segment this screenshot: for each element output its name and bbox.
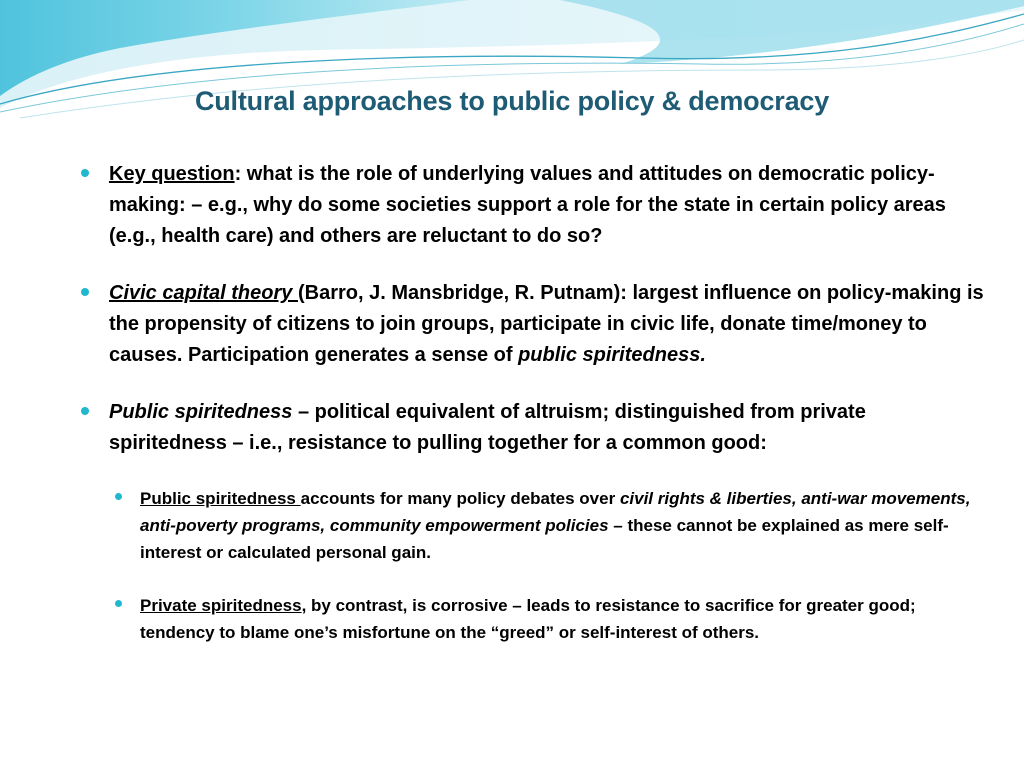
bullet-key-question (109, 159, 989, 252)
bullet-public-spiritedness (109, 397, 989, 459)
bullet-label: Civic capital theory (109, 282, 298, 304)
bullet-dot-icon (115, 600, 122, 607)
bullet-text: accounts for many policy debates over (300, 489, 620, 508)
bullet-emphasis: public spiritedness. (518, 344, 706, 366)
bullet-dot-icon (81, 169, 89, 177)
subbullet-public-spiritedness (140, 485, 990, 566)
bullet-label: Public spiritedness (109, 401, 293, 423)
bullet-label: Public spiritedness (140, 489, 301, 508)
bullet-label: Key question (109, 163, 235, 185)
slide-title: Cultural approaches to public policy & democracy (194, 86, 830, 116)
bullet-dot-icon (81, 407, 89, 415)
bullet-text: : what is the role of underlying values and attitudes on democratic policy-making: – e.g., why do some societies support a role for the state in certain policy areas (e.g., health care) and others are reluctant to do so? (109, 163, 946, 247)
subbullet-private-spiritedness (140, 592, 990, 646)
bullet-tail: – these cannot be explained as mere self-interest or calculated personal gain. (140, 516, 949, 562)
bullet-dot-icon (115, 493, 122, 500)
bullet-text: , by contrast, is corrosive – leads to resistance to sacrifice for greater good; tendency to blame one’s misfortune on the “greed” or self-interest of others. (140, 596, 916, 642)
bullet-emphasis: civil rights & liberties, anti-war movements, anti-poverty programs, community empowerment policies (140, 489, 971, 535)
bullet-label: Private spiritedness (140, 596, 302, 615)
bullet-dot-icon (81, 288, 89, 296)
bullet-text: (Barro, J. Mansbridge, R. Putnam): largest influence on policy-making is the propensity of citizens to join groups, participate in civic life, donate time/money to causes. Participation generates a sense of (109, 282, 984, 366)
bullet-civic-capital-theory (109, 278, 989, 371)
bullet-text: – political equivalent of altruism; distinguished from private spiritedness – i.e., resistance to pulling together for a common good: (109, 401, 866, 454)
